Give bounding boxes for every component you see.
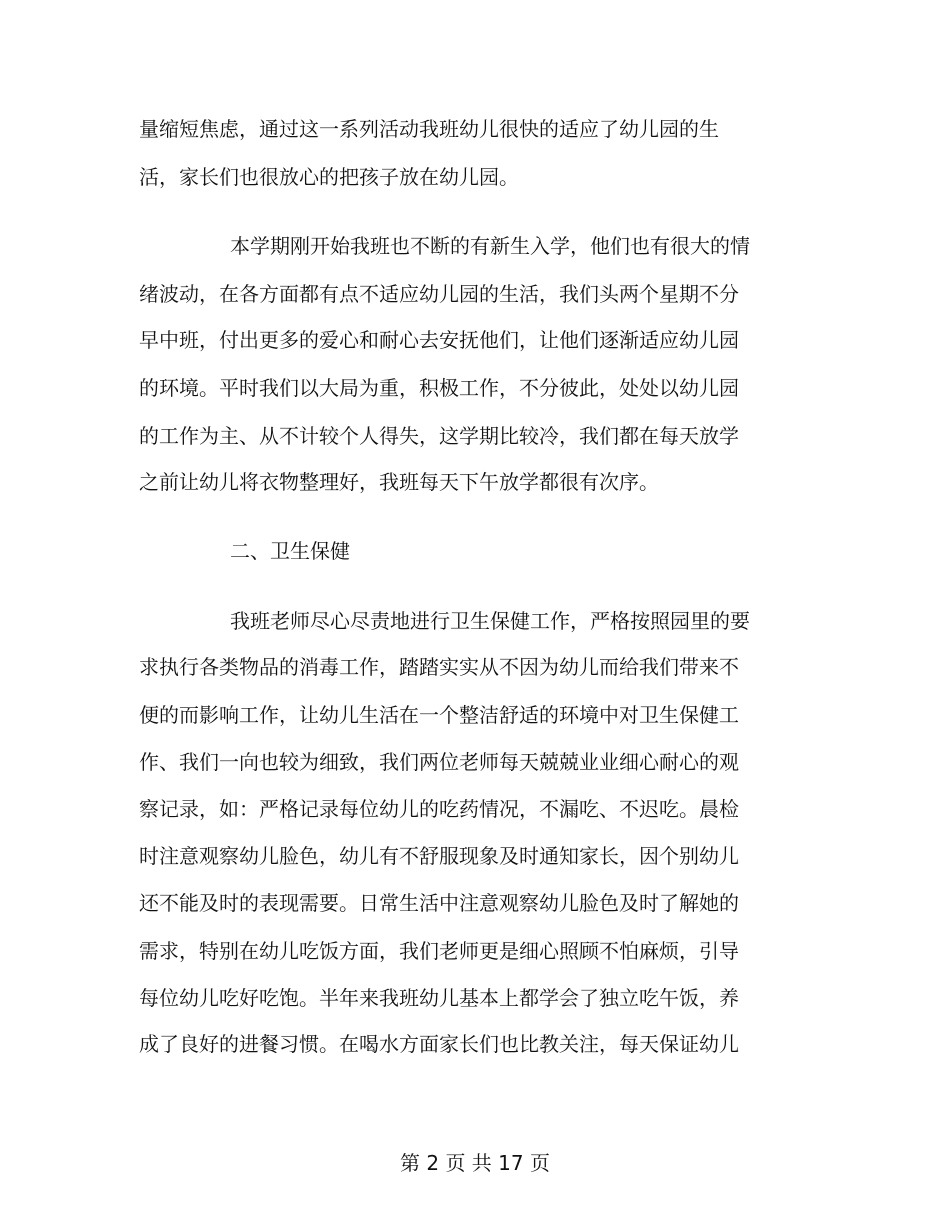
paragraph-3-line-10: 成了良好的进餐习惯。在喝水方面家长们也比教关注，每天保证幼儿: [139, 1032, 739, 1056]
paragraph-3-line-3: 便的而影响工作，让幼儿生活在一个整洁舒适的环境中对卫生保健工: [139, 703, 739, 727]
paragraph-3-line-9: 每位幼儿吃好吃饱。半年来我班幼儿基本上都学会了独立吃午饭，养: [139, 986, 739, 1010]
paragraph-2-line-5: 的工作为主、从不计较个人得失，这学期比较冷，我们都在每天放学: [139, 424, 739, 448]
paragraph-2-line-2: 绪波动，在各方面都有点不适应幼儿园的生活，我们头两个星期不分: [139, 282, 739, 306]
paragraph-2-line-6: 之前让幼儿将衣物整理好，我班每天下午放学都很有次序。: [139, 470, 659, 494]
paragraph-3-line-2: 求执行各类物品的消毒工作，踏踏实实从不因为幼儿而给我们带来不: [139, 655, 739, 679]
paragraph-2-line-1: 本学期刚开始我班也不断的有新生入学，他们也有很大的情: [230, 234, 750, 258]
paragraph-3-line-4: 作、我们一向也较为细致，我们两位老师每天兢兢业业细心耐心的观: [139, 750, 739, 774]
paragraph-2-line-4: 的环境。平时我们以大局为重，积极工作，不分彼此，处处以幼儿园: [139, 376, 739, 400]
paragraph-1-line-1: 量缩短焦虑，通过这一系列活动我班幼儿很快的适应了幼儿园的生: [139, 117, 719, 141]
paragraph-3-line-8: 需求，特别在幼儿吃饭方面，我们老师更是细心照顾不怕麻烦，引导: [139, 939, 739, 963]
paragraph-2-line-3: 早中班，付出更多的爱心和耐心去安抚他们，让他们逐渐适应幼儿园: [139, 328, 739, 352]
paragraph-3-line-6: 时注意观察幼儿脸色，幼儿有不舒服现象及时通知家长，因个别幼儿: [139, 844, 739, 868]
paragraph-1-line-2: 活，家长们也很放心的把孩子放在幼儿园。: [139, 165, 519, 189]
section-heading: 二、卫生保健: [230, 539, 350, 563]
paragraph-3-line-5: 察记录，如：严格记录每位幼儿的吃药情况，不漏吃、不迟吃。晨检: [139, 797, 739, 821]
paragraph-3-line-7: 还不能及时的表现需要。日常生活中注意观察幼儿脸色及时了解她的: [139, 891, 739, 915]
paragraph-3-line-1: 我班老师尽心尽责地进行卫生保健工作，严格按照园里的要: [230, 609, 750, 633]
page-number-footer: 第 2 页 共 17 页: [400, 1151, 550, 1175]
